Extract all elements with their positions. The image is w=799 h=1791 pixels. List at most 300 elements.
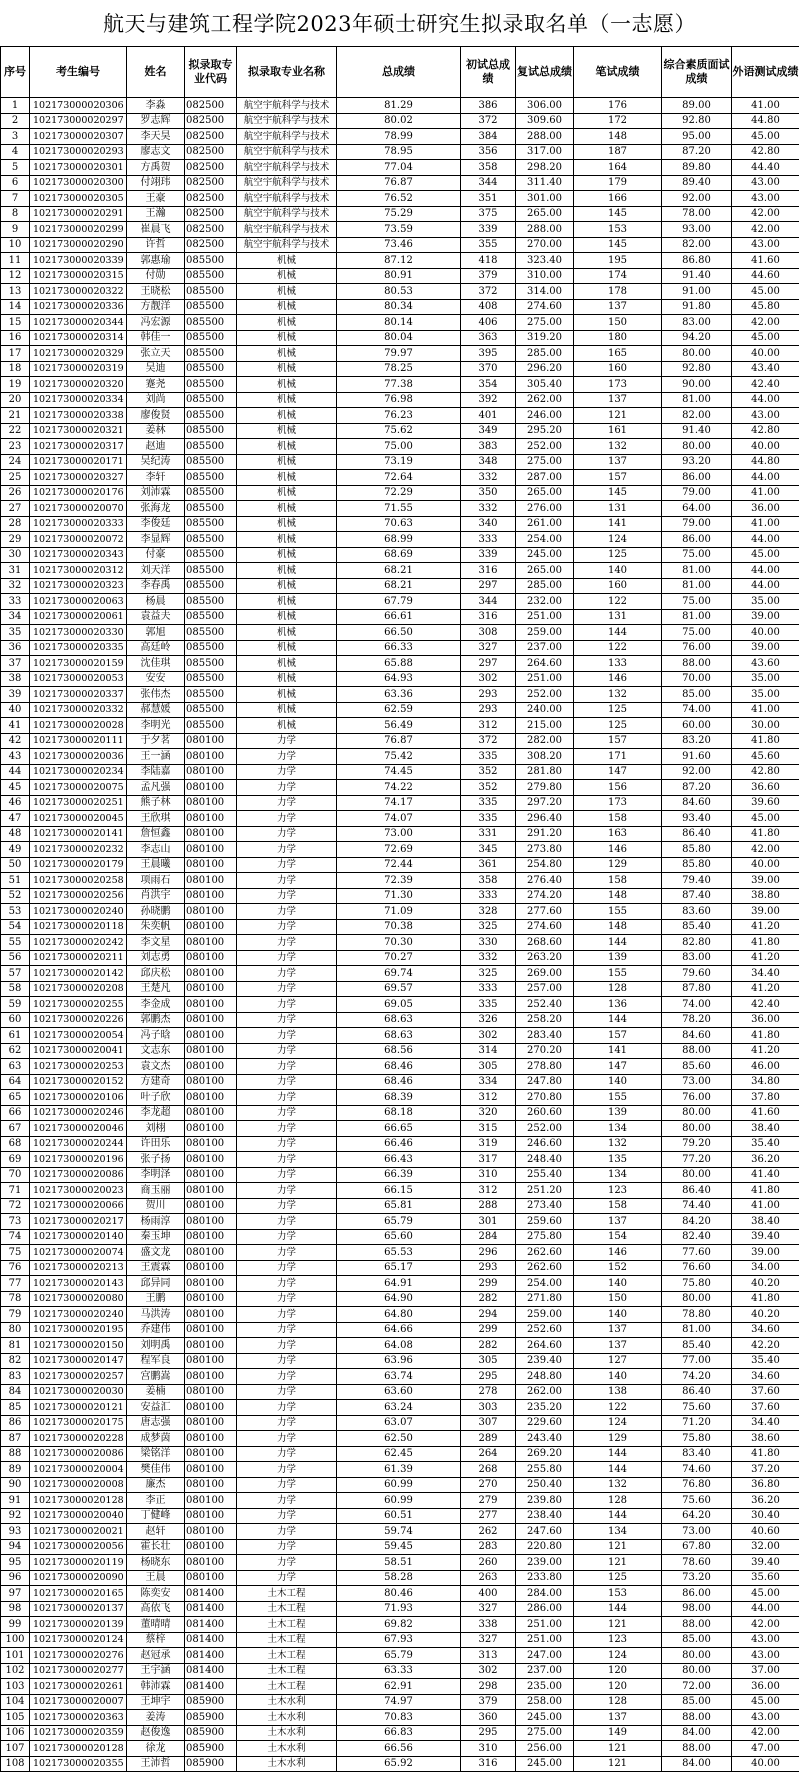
language-score: 41.00 — [732, 98, 799, 114]
row-index: 12 — [1, 268, 30, 284]
major-name: 机械 — [237, 454, 337, 470]
major-code: 080100 — [185, 1322, 237, 1338]
major-code: 080100 — [185, 764, 237, 780]
retest-score: 264.60 — [516, 1338, 574, 1354]
row-index: 101 — [1, 1648, 30, 1664]
total-score: 56.49 — [337, 718, 461, 734]
candidate-id: 102173000020063 — [30, 594, 127, 610]
total-score: 77.04 — [337, 160, 461, 176]
major-code: 085500 — [185, 563, 237, 579]
major-name: 力学 — [237, 811, 337, 827]
interview-score: 85.00 — [662, 1694, 732, 1710]
candidate-id: 102173000020070 — [30, 501, 127, 517]
retest-score: 215.00 — [516, 718, 574, 734]
interview-score: 94.20 — [662, 330, 732, 346]
interview-score: 89.00 — [662, 98, 732, 114]
candidate-id: 102173000020359 — [30, 1725, 127, 1741]
prelim-score: 298 — [461, 1679, 516, 1695]
language-score: 38.80 — [732, 888, 799, 904]
candidate-name: 赵迪 — [127, 439, 185, 455]
written-score: 179 — [574, 175, 662, 191]
prelim-score: 317 — [461, 1152, 516, 1168]
table-row — [1, 935, 799, 951]
row-index: 18 — [1, 361, 30, 377]
total-score: 63.60 — [337, 1384, 461, 1400]
written-score: 124 — [574, 532, 662, 548]
row-index: 10 — [1, 237, 30, 253]
retest-score: 273.80 — [516, 842, 574, 858]
row-index: 77 — [1, 1276, 30, 1292]
total-score: 62.45 — [337, 1446, 461, 1462]
candidate-id: 102173000020253 — [30, 1059, 127, 1075]
candidate-name: 韩佳一 — [127, 330, 185, 346]
interview-score: 86.00 — [662, 470, 732, 486]
major-name: 土木水利 — [237, 1694, 337, 1710]
candidate-name: 赵轩 — [127, 1524, 185, 1540]
table-row — [1, 1090, 799, 1106]
major-code: 085500 — [185, 268, 237, 284]
retest-score: 265.00 — [516, 206, 574, 222]
written-score: 121 — [574, 408, 662, 424]
row-index: 94 — [1, 1539, 30, 1555]
language-score: 37.80 — [732, 1090, 799, 1106]
candidate-id: 102173000020165 — [30, 1586, 127, 1602]
written-score: 138 — [574, 1384, 662, 1400]
written-score: 173 — [574, 377, 662, 393]
candidate-name: 唐志强 — [127, 1415, 185, 1431]
interview-score: 83.40 — [662, 1446, 732, 1462]
candidate-id: 102173000020333 — [30, 516, 127, 532]
candidate-name: 王晨曦 — [127, 857, 185, 873]
candidate-id: 102173000020320 — [30, 377, 127, 393]
total-score: 75.62 — [337, 423, 461, 439]
table-row — [1, 578, 799, 594]
written-score: 133 — [574, 656, 662, 672]
interview-score: 64.20 — [662, 1508, 732, 1524]
prelim-score: 331 — [461, 826, 516, 842]
prelim-score: 379 — [461, 268, 516, 284]
major-name: 力学 — [237, 935, 337, 951]
row-index: 43 — [1, 749, 30, 765]
retest-score: 309.60 — [516, 113, 574, 129]
candidate-id: 102173000020021 — [30, 1524, 127, 1540]
candidate-id: 102173000020293 — [30, 144, 127, 160]
major-name: 机械 — [237, 501, 337, 517]
table-row — [1, 113, 799, 129]
major-code: 085900 — [185, 1756, 237, 1772]
interview-score: 85.00 — [662, 687, 732, 703]
major-code: 085500 — [185, 408, 237, 424]
major-code: 085500 — [185, 439, 237, 455]
prelim-score: 335 — [461, 811, 516, 827]
table-row — [1, 1136, 799, 1152]
major-name: 机械 — [237, 718, 337, 734]
candidate-name: 杨雨淳 — [127, 1214, 185, 1230]
candidate-id: 102173000020072 — [30, 532, 127, 548]
retest-score: 286.00 — [516, 1601, 574, 1617]
language-score: 38.40 — [732, 1121, 799, 1137]
candidate-name: 盛文龙 — [127, 1245, 185, 1261]
interview-score: 87.80 — [662, 981, 732, 997]
table-row — [1, 408, 799, 424]
major-code: 085500 — [185, 718, 237, 734]
total-score: 68.99 — [337, 532, 461, 548]
candidate-name: 刘栩 — [127, 1121, 185, 1137]
retest-score: 298.20 — [516, 160, 574, 176]
retest-score: 263.20 — [516, 950, 574, 966]
candidate-name: 于夕茗 — [127, 733, 185, 749]
major-code: 085900 — [185, 1694, 237, 1710]
prelim-score: 278 — [461, 1384, 516, 1400]
retest-score: 256.00 — [516, 1741, 574, 1757]
major-code: 081400 — [185, 1586, 237, 1602]
major-code: 080100 — [185, 1183, 237, 1199]
table-row — [1, 1400, 799, 1416]
row-index: 88 — [1, 1446, 30, 1462]
row-index: 54 — [1, 919, 30, 935]
row-index: 70 — [1, 1167, 30, 1183]
major-name: 机械 — [237, 656, 337, 672]
table-row — [1, 547, 799, 563]
candidate-name: 崔晨飞 — [127, 222, 185, 238]
retest-score: 311.40 — [516, 175, 574, 191]
total-score: 66.65 — [337, 1121, 461, 1137]
row-index: 20 — [1, 392, 30, 408]
written-score: 127 — [574, 1353, 662, 1369]
written-score: 148 — [574, 129, 662, 145]
written-score: 180 — [574, 330, 662, 346]
table-row — [1, 191, 799, 207]
prelim-score: 386 — [461, 98, 516, 114]
total-score: 80.34 — [337, 299, 461, 315]
interview-score: 91.00 — [662, 284, 732, 300]
major-name: 机械 — [237, 346, 337, 362]
candidate-id: 102173000020240 — [30, 1307, 127, 1323]
candidate-id: 102173000020143 — [30, 1276, 127, 1292]
prelim-score: 310 — [461, 1167, 516, 1183]
prelim-score: 316 — [461, 609, 516, 625]
language-score: 41.00 — [732, 702, 799, 718]
candidate-name: 王一涵 — [127, 749, 185, 765]
major-name: 力学 — [237, 1012, 337, 1028]
language-score: 35.40 — [732, 1353, 799, 1369]
total-score: 71.30 — [337, 888, 461, 904]
major-code: 080100 — [185, 1338, 237, 1354]
table-row — [1, 764, 799, 780]
total-score: 72.29 — [337, 485, 461, 501]
candidate-name: 秦玉坤 — [127, 1229, 185, 1245]
language-score: 40.20 — [732, 1307, 799, 1323]
total-score: 67.93 — [337, 1632, 461, 1648]
interview-score: 86.40 — [662, 1384, 732, 1400]
prelim-score: 314 — [461, 1043, 516, 1059]
retest-score: 275.80 — [516, 1229, 574, 1245]
written-score: 144 — [574, 625, 662, 641]
major-code: 080100 — [185, 919, 237, 935]
major-name: 力学 — [237, 1322, 337, 1338]
retest-score: 271.80 — [516, 1291, 574, 1307]
total-score: 68.21 — [337, 578, 461, 594]
language-score: 45.00 — [732, 284, 799, 300]
language-score: 41.60 — [732, 1105, 799, 1121]
language-score: 30.00 — [732, 718, 799, 734]
candidate-name: 姜楠 — [127, 1384, 185, 1400]
interview-score: 75.80 — [662, 1276, 732, 1292]
written-score: 156 — [574, 780, 662, 796]
candidate-name: 李明光 — [127, 718, 185, 734]
candidate-name: 丁健峰 — [127, 1508, 185, 1524]
major-code: 085500 — [185, 377, 237, 393]
total-score: 73.00 — [337, 826, 461, 842]
row-index: 74 — [1, 1229, 30, 1245]
table-row — [1, 749, 799, 765]
candidate-id: 102173000020305 — [30, 191, 127, 207]
major-code: 085500 — [185, 501, 237, 517]
written-score: 134 — [574, 1524, 662, 1540]
table-row — [1, 1679, 799, 1695]
major-code: 081400 — [185, 1601, 237, 1617]
written-score: 137 — [574, 392, 662, 408]
candidate-name: 高廷岭 — [127, 640, 185, 656]
major-name: 机械 — [237, 470, 337, 486]
candidate-id: 102173000020056 — [30, 1539, 127, 1555]
language-score: 36.80 — [732, 1477, 799, 1493]
written-score: 140 — [574, 1276, 662, 1292]
retest-score: 254.00 — [516, 532, 574, 548]
header-major-name: 拟录取专业名称 — [237, 47, 337, 98]
table-row — [1, 206, 799, 222]
retest-score: 237.00 — [516, 1663, 574, 1679]
prelim-score: 332 — [461, 950, 516, 966]
major-code: 082500 — [185, 237, 237, 253]
written-score: 140 — [574, 1369, 662, 1385]
major-code: 085500 — [185, 640, 237, 656]
language-score: 42.00 — [732, 842, 799, 858]
row-index: 75 — [1, 1245, 30, 1261]
major-code: 082500 — [185, 175, 237, 191]
prelim-score: 361 — [461, 857, 516, 873]
candidate-name: 李文星 — [127, 935, 185, 951]
candidate-id: 102173000020196 — [30, 1152, 127, 1168]
major-code: 080100 — [185, 1570, 237, 1586]
table-row — [1, 919, 799, 935]
language-score: 43.00 — [732, 1648, 799, 1664]
prelim-score: 320 — [461, 1105, 516, 1121]
written-score: 120 — [574, 1679, 662, 1695]
table-row — [1, 1338, 799, 1354]
candidate-id: 102173000020323 — [30, 578, 127, 594]
language-score: 45.00 — [732, 129, 799, 145]
total-score: 74.22 — [337, 780, 461, 796]
language-score: 39.00 — [732, 609, 799, 625]
candidate-name: 付勋 — [127, 268, 185, 284]
language-score: 42.40 — [732, 997, 799, 1013]
retest-score: 251.00 — [516, 609, 574, 625]
written-score: 154 — [574, 1229, 662, 1245]
interview-score: 75.00 — [662, 625, 732, 641]
written-score: 121 — [574, 1741, 662, 1757]
language-score: 40.00 — [732, 857, 799, 873]
interview-score: 88.00 — [662, 656, 732, 672]
language-score: 36.00 — [732, 501, 799, 517]
table-row — [1, 1260, 799, 1276]
table-row — [1, 144, 799, 160]
total-score: 59.74 — [337, 1524, 461, 1540]
table-row — [1, 857, 799, 873]
language-score: 42.80 — [732, 764, 799, 780]
retest-score: 265.00 — [516, 563, 574, 579]
written-score: 146 — [574, 671, 662, 687]
prelim-score: 305 — [461, 1059, 516, 1075]
row-index: 22 — [1, 423, 30, 439]
total-score: 70.30 — [337, 935, 461, 951]
prelim-score: 392 — [461, 392, 516, 408]
table-row — [1, 532, 799, 548]
row-index: 93 — [1, 1524, 30, 1540]
written-score: 145 — [574, 237, 662, 253]
major-code: 085500 — [185, 392, 237, 408]
major-name: 机械 — [237, 268, 337, 284]
major-code: 085500 — [185, 330, 237, 346]
major-name: 力学 — [237, 1493, 337, 1509]
total-score: 77.38 — [337, 377, 461, 393]
row-index: 29 — [1, 532, 30, 548]
interview-score: 84.20 — [662, 1214, 732, 1230]
interview-score: 79.40 — [662, 873, 732, 889]
written-score: 123 — [574, 1183, 662, 1199]
written-score: 132 — [574, 1477, 662, 1493]
candidate-name: 王瀚 — [127, 206, 185, 222]
candidate-name: 袁益夫 — [127, 609, 185, 625]
candidate-name: 成梦茵 — [127, 1431, 185, 1447]
major-name: 航空宇航科学与技术 — [237, 175, 337, 191]
candidate-id: 102173000020276 — [30, 1648, 127, 1664]
table-row — [1, 1245, 799, 1261]
retest-score: 262.60 — [516, 1245, 574, 1261]
major-code: 080100 — [185, 1136, 237, 1152]
major-code: 080100 — [185, 1539, 237, 1555]
prelim-score: 332 — [461, 470, 516, 486]
prelim-score: 372 — [461, 733, 516, 749]
candidate-id: 102173000020228 — [30, 1431, 127, 1447]
major-name: 力学 — [237, 904, 337, 920]
candidate-id: 102173000020128 — [30, 1493, 127, 1509]
total-score: 65.92 — [337, 1756, 461, 1772]
candidate-name: 李金成 — [127, 997, 185, 1013]
written-score: 144 — [574, 1446, 662, 1462]
table-row — [1, 501, 799, 517]
major-name: 力学 — [237, 1028, 337, 1044]
total-score: 66.33 — [337, 640, 461, 656]
language-score: 36.60 — [732, 780, 799, 796]
candidate-id: 102173000020306 — [30, 98, 127, 114]
major-code: 085500 — [185, 346, 237, 362]
row-index: 14 — [1, 299, 30, 315]
major-code: 080100 — [185, 1043, 237, 1059]
major-name: 力学 — [237, 1167, 337, 1183]
major-name: 土木工程 — [237, 1617, 337, 1633]
interview-score: 80.00 — [662, 1291, 732, 1307]
language-score: 45.80 — [732, 299, 799, 315]
written-score: 149 — [574, 1725, 662, 1741]
table-row — [1, 1028, 799, 1044]
prelim-score: 327 — [461, 640, 516, 656]
retest-score: 245.00 — [516, 1710, 574, 1726]
retest-score: 252.00 — [516, 1121, 574, 1137]
candidate-id: 102173000020119 — [30, 1555, 127, 1571]
major-code: 080100 — [185, 1276, 237, 1292]
major-code: 082500 — [185, 222, 237, 238]
major-code: 081400 — [185, 1632, 237, 1648]
major-name: 力学 — [237, 780, 337, 796]
table-row — [1, 811, 799, 827]
interview-score: 91.40 — [662, 268, 732, 284]
language-score: 42.40 — [732, 377, 799, 393]
row-index: 52 — [1, 888, 30, 904]
major-code: 080100 — [185, 904, 237, 920]
table-row — [1, 315, 799, 331]
candidate-id: 102173000020008 — [30, 1477, 127, 1493]
total-score: 66.83 — [337, 1725, 461, 1741]
retest-score: 247.80 — [516, 1074, 574, 1090]
interview-score: 79.60 — [662, 966, 732, 982]
interview-score: 81.00 — [662, 1322, 732, 1338]
retest-score: 305.40 — [516, 377, 574, 393]
candidate-name: 付豪 — [127, 547, 185, 563]
retest-score: 232.00 — [516, 594, 574, 610]
major-name: 力学 — [237, 1539, 337, 1555]
total-score: 76.52 — [337, 191, 461, 207]
prelim-score: 325 — [461, 919, 516, 935]
row-index: 83 — [1, 1369, 30, 1385]
prelim-score: 284 — [461, 1229, 516, 1245]
candidate-name: 李龙超 — [127, 1105, 185, 1121]
page-title: 航天与建筑工程学院2023年硕士研究生拟录取名单（一志愿） — [103, 12, 696, 36]
language-score: 35.00 — [732, 687, 799, 703]
header-candidate-id: 考生编号 — [30, 47, 127, 98]
table-row — [1, 175, 799, 191]
table-row — [1, 1229, 799, 1245]
language-score: 34.80 — [732, 1074, 799, 1090]
table-row — [1, 826, 799, 842]
major-code: 081400 — [185, 1679, 237, 1695]
table-row — [1, 1415, 799, 1431]
retest-score: 254.80 — [516, 857, 574, 873]
table-row — [1, 470, 799, 486]
major-name: 力学 — [237, 857, 337, 873]
written-score: 139 — [574, 1105, 662, 1121]
candidate-id: 102173000020300 — [30, 175, 127, 191]
major-code: 085500 — [185, 547, 237, 563]
interview-score: 73.20 — [662, 1570, 732, 1586]
retest-score: 239.40 — [516, 1353, 574, 1369]
candidate-id: 102173000020329 — [30, 346, 127, 362]
table-row — [1, 1105, 799, 1121]
major-name: 机械 — [237, 392, 337, 408]
written-score: 150 — [574, 1291, 662, 1307]
retest-score: 251.20 — [516, 1183, 574, 1199]
candidate-id: 102173000020344 — [30, 315, 127, 331]
candidate-id: 102173000020128 — [30, 1741, 127, 1757]
interview-score: 83.00 — [662, 315, 732, 331]
candidate-name: 李陆嘉 — [127, 764, 185, 780]
table-row — [1, 377, 799, 393]
written-score: 160 — [574, 578, 662, 594]
prelim-score: 348 — [461, 454, 516, 470]
candidate-name: 孟凡强 — [127, 780, 185, 796]
retest-score: 275.00 — [516, 454, 574, 470]
total-score: 62.91 — [337, 1679, 461, 1695]
